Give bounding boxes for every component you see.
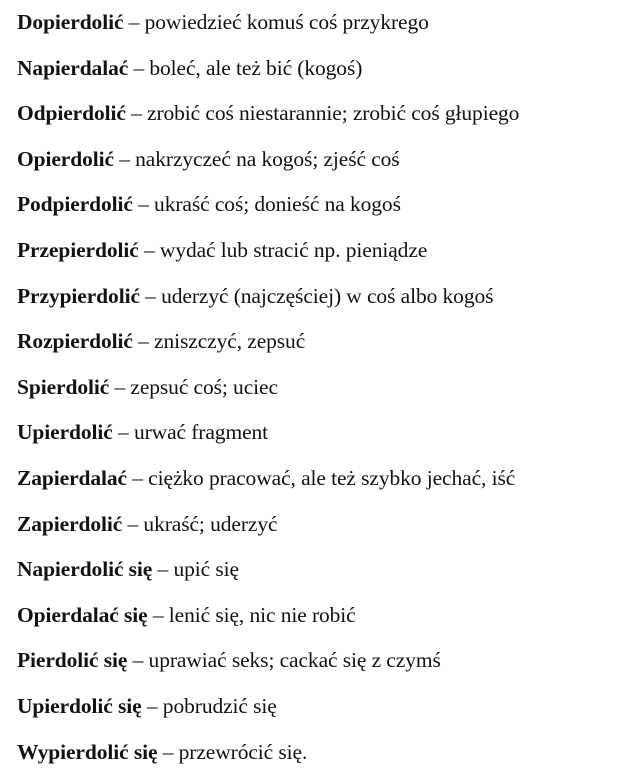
definition-list: [17, 8, 632, 783]
list-item: [17, 99, 632, 145]
list-item: [17, 190, 632, 236]
list-item: [17, 646, 632, 692]
entry-definition: – nakrzyczeć na kogoś; zjeść coś: [114, 147, 400, 171]
entry-definition: – ciężko pracować, ale też szybko jechać, iść: [127, 466, 515, 490]
list-item: [17, 327, 632, 373]
list-item: [17, 692, 632, 738]
entry-term: Pierdolić się: [17, 648, 127, 672]
entry-definition: – boleć, ale też bić (kogoś): [128, 56, 362, 80]
list-item: [17, 464, 632, 510]
entry-definition: – zniszczyć, zepsuć: [133, 329, 305, 353]
entry-definition: – upić się: [152, 557, 239, 581]
list-item: [17, 601, 632, 647]
entry-definition: – zepsuć coś; uciec: [109, 375, 278, 399]
entry-term: Opierdalać się: [17, 603, 148, 627]
entry-definition: – ukraść; uderzyć: [122, 512, 277, 536]
entry-term: Opierdolić: [17, 147, 114, 171]
entry-term: Odpierdolić: [17, 101, 126, 125]
list-item: [17, 510, 632, 556]
entry-term: Upierdolić się: [17, 694, 142, 718]
entry-term: Dopierdolić: [17, 10, 123, 34]
entry-term: Przepierdolić: [17, 238, 139, 262]
entry-term: Upierdolić: [17, 420, 113, 444]
list-item: [17, 373, 632, 419]
list-item: [17, 738, 632, 783]
entry-term: Spierdolić: [17, 375, 109, 399]
entry-definition: – lenić się, nic nie robić: [148, 603, 356, 627]
entry-definition: – pobrudzić się: [142, 694, 277, 718]
list-item: [17, 145, 632, 191]
entry-term: Przypierdolić: [17, 284, 140, 308]
list-item: [17, 236, 632, 282]
list-item: [17, 54, 632, 100]
list-item: [17, 8, 632, 54]
entry-term: Zapierdalać: [17, 466, 127, 490]
entry-term: Rozpierdolić: [17, 329, 133, 353]
entry-definition: – uderzyć (najczęściej) w coś albo kogoś: [140, 284, 494, 308]
entry-term: Napierdolić się: [17, 557, 152, 581]
entry-definition: – wydać lub stracić np. pieniądze: [139, 238, 428, 262]
list-item: [17, 282, 632, 328]
entry-definition: – przewrócić się.: [157, 740, 307, 764]
entry-term: Napierdalać: [17, 56, 128, 80]
entry-definition: – zrobić coś niestarannie; zrobić coś głupiego: [126, 101, 520, 125]
entry-term: Wypierdolić się: [17, 740, 157, 764]
entry-definition: – urwać fragment: [113, 420, 268, 444]
list-item: [17, 418, 632, 464]
entry-term: Podpierdolić: [17, 192, 133, 216]
entry-definition: – uprawiać seks; cackać się z czymś: [127, 648, 440, 672]
list-item: [17, 555, 632, 601]
entry-term: Zapierdolić: [17, 512, 122, 536]
entry-definition: – powiedzieć komuś coś przykrego: [123, 10, 428, 34]
entry-definition: – ukraść coś; donieść na kogoś: [133, 192, 401, 216]
